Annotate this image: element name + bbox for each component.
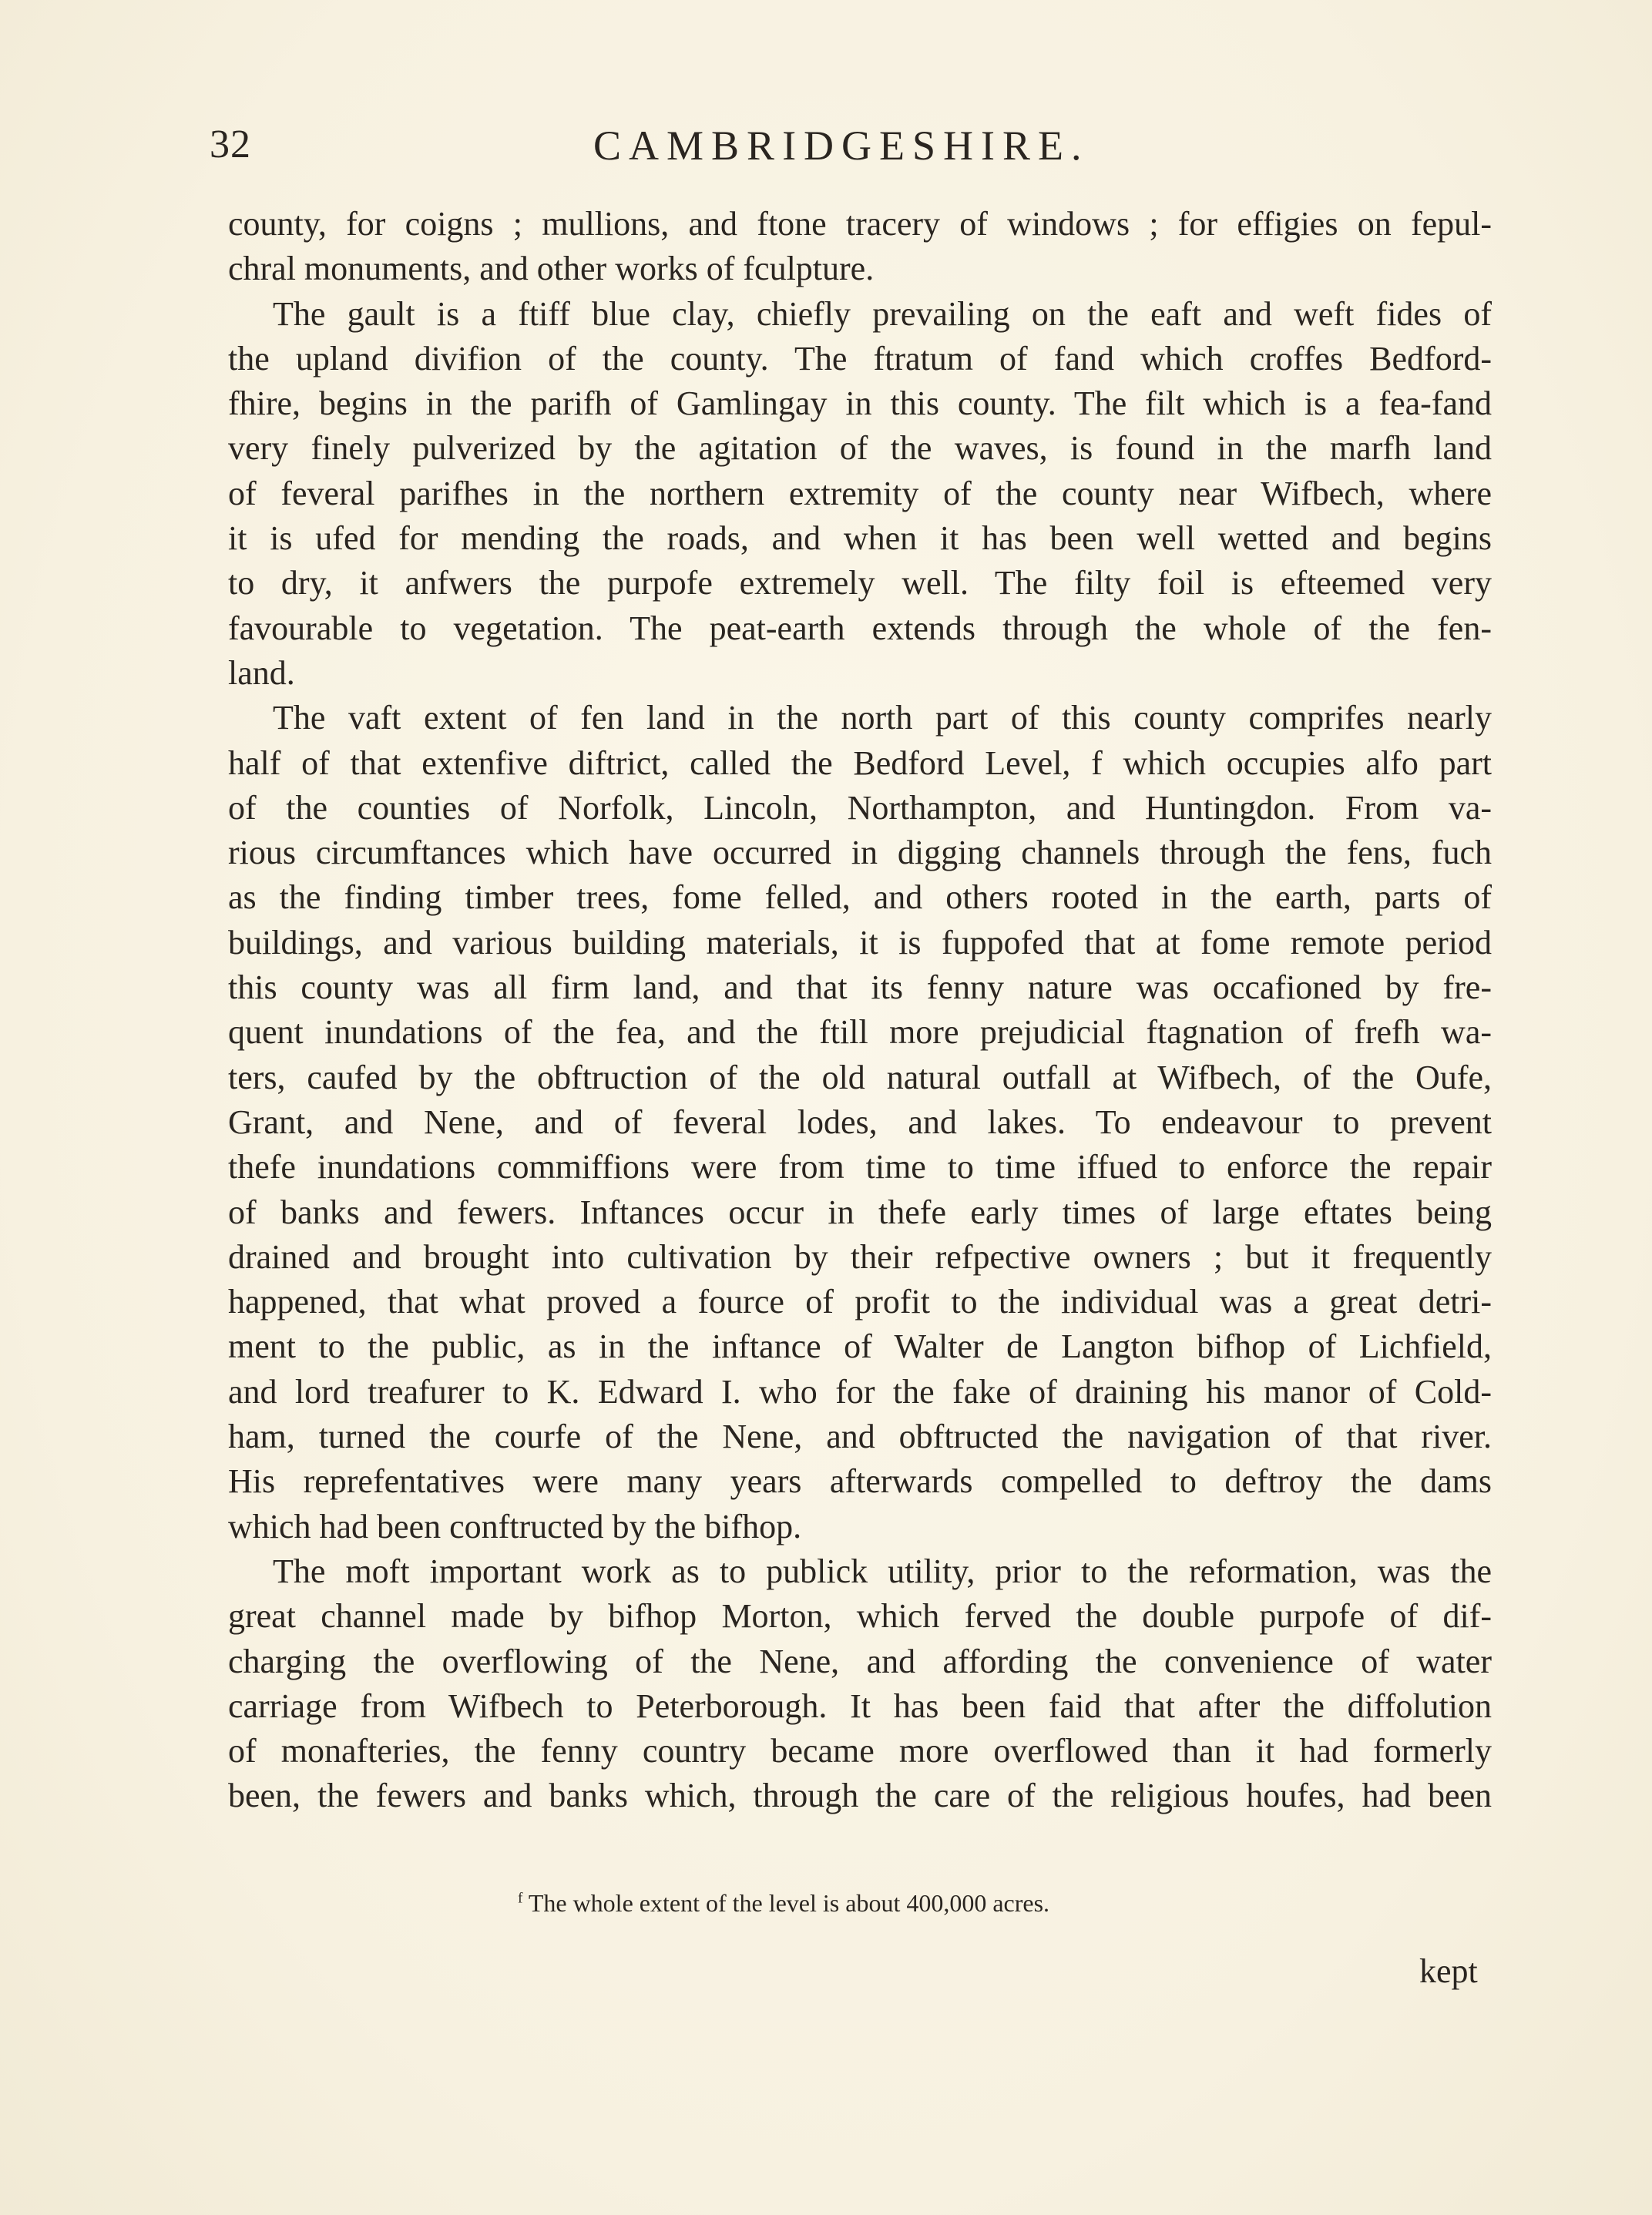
catchword: kept [1419, 1952, 1478, 1990]
text-line: to dry, it anfwers the purpofe extremely well. The filty foil is efteemed very [228, 564, 1492, 602]
text-line: the upland divifion of the county. The ftratum of fand which croffes Bedford- [228, 339, 1492, 378]
text-line: The vaft extent of fen land in the north part of this county comprifes nearly [273, 699, 1492, 737]
text-line: this county was all firm land, and that its fenny nature was occafioned by fre- [228, 968, 1492, 1007]
text-line: fhire, begins in the parifh of Gamlingay in this county. The filt which is a fea-fand [228, 384, 1492, 423]
text-line: half of that extenfive diftrict, called the Bedford Level, f which occupies alfo part [228, 743, 1492, 782]
text-line: favourable to vegetation. The peat-earth extends through the whole of the fen- [228, 609, 1492, 647]
text-line: been, the fewers and banks which, through the care of the religious houfes, had been [228, 1777, 1492, 1815]
text-line: it is ufed for mending the roads, and when it has been well wetted and begins [228, 519, 1492, 558]
text-line: as the finding timber trees, fome felled, and others rooted in the earth, parts of [228, 878, 1492, 917]
footnote-text: The whole extent of the level is about 400,000 acres. [528, 1889, 1050, 1917]
text-line: county, for coigns ; mullions, and ftone tracery of windows ; for effigies on fepul- [228, 205, 1492, 243]
text-line: The moft important work as to publick utility, prior to the reformation, was the [273, 1552, 1492, 1590]
text-line: charging the overflowing of the Nene, and affording the convenience of water [228, 1642, 1492, 1680]
text-line: and lord treafurer to K. Edward I. who for the fake of draining his manor of Cold- [228, 1372, 1492, 1411]
text-line: of feveral parifhes in the northern extremity of the county near Wifbech, where [228, 474, 1492, 512]
footnote-marker: f [518, 1890, 523, 1907]
body-text [228, 202, 1492, 1819]
text-line: of monafteries, the fenny country became more overflowed than it had formerly [228, 1732, 1492, 1770]
running-head: CAMBRIDGESHIRE. [593, 122, 1090, 169]
text-line: great channel made by bifhop Morton, which ferved the double purpofe of dif- [228, 1597, 1492, 1636]
text-line: ment to the public, as in the inftance of Walter de Langton bifhop of Lichfield, [228, 1327, 1492, 1366]
text-line: Grant, and Nene, and of feveral lodes, and lakes. To endeavour to prevent [228, 1102, 1492, 1141]
text-line: buildings, and various building materials, it is fuppofed that at fome remote period [228, 923, 1492, 962]
text-line: of banks and fewers. Inftances occur in thefe early times of large eftates being [228, 1193, 1492, 1231]
text-line: very finely pulverized by the agitation of the waves, is found in the marfh land [228, 429, 1492, 468]
text-line: land. [228, 653, 295, 692]
text-line: The gault is a ftiff blue clay, chiefly prevailing on the eaft and weft fides of [273, 294, 1492, 333]
footnote [518, 1889, 1049, 1918]
text-line: which had been conftructed by the bifhop. [228, 1507, 802, 1545]
text-line: carriage from Wifbech to Peterborough. It has been faid that after the diffolution [228, 1686, 1492, 1725]
text-line: drained and brought into cultivation by their refpective owners ; but it frequently [228, 1237, 1492, 1276]
text-line: rious circumftances which have occurred in digging channels through the fens, fuch [228, 834, 1492, 872]
text-line: thefe inundations commiffions were from time to time iffued to enforce the repair [228, 1148, 1492, 1186]
text-line: ham, turned the courfe of the Nene, and obftructed the navigation of that river. [228, 1418, 1492, 1456]
text-line: chral monuments, and other works of fculpture. [228, 250, 875, 288]
text-line: happened, that what proved a fource of profit to the individual was a great detri- [228, 1283, 1492, 1321]
page-number: 32 [210, 122, 251, 166]
text-line: His reprefentatives were many years afterwards compelled to deftroy the dams [228, 1462, 1492, 1501]
text-line: ters, caufed by the obftruction of the old natural outfall at Wifbech, of the Oufe, [228, 1058, 1492, 1096]
text-line: of the counties of Norfolk, Lincoln, Northampton, and Huntingdon. From va- [228, 788, 1492, 827]
text-line: quent inundations of the fea, and the ftill more prejudicial ftagnation of frefh wa- [228, 1013, 1492, 1052]
